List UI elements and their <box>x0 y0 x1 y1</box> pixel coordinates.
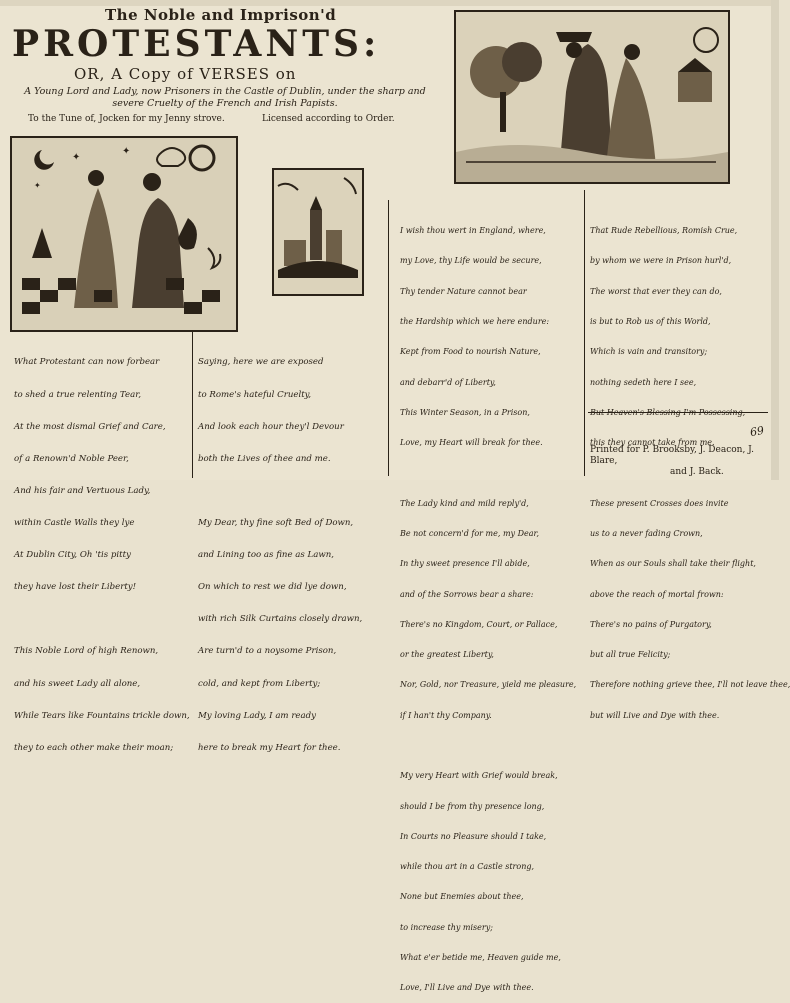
title-main: PROTESTANTS: <box>12 23 381 65</box>
verse-line: My loving Lady, I am ready <box>198 710 316 721</box>
verse-line: This Noble Lord of high Renown, <box>14 646 159 657</box>
woodcut-couple-left <box>10 136 238 332</box>
verse-line: to shed a true relenting Tear, <box>14 389 142 400</box>
verse-line: When as our Souls shall take their flight, <box>590 559 756 569</box>
verse-line: if I han't thy Company. <box>400 710 492 720</box>
woodcut-castle-art <box>274 170 362 294</box>
verse-line: Saying, here we are exposed <box>198 357 324 368</box>
imprint-line-2: and J. Back. <box>670 467 724 477</box>
verse-line: These present Crosses does invite <box>590 498 729 508</box>
verse-line: to Rome's hateful Cruelty, <box>198 389 312 400</box>
verse-line: The worst that ever they can do, <box>590 286 722 296</box>
verse-line <box>198 486 362 497</box>
verse-line: That Rude Rebellious, Romish Crue, <box>590 226 738 236</box>
licensed-line: Licensed according to Order. <box>262 114 395 124</box>
verse-line: of a Renown'd Noble Peer, <box>14 453 129 464</box>
verse-line: Be not concern'd for me, my Dear, <box>400 529 539 538</box>
verse-column-2 <box>198 336 362 764</box>
verse-line: they have lost their Liberty! <box>14 582 137 593</box>
verse-line: On which to rest we did lye down, <box>198 582 347 593</box>
woodcut-couple-right-art <box>456 12 728 182</box>
verse-line: In Courts no Pleasure should I take, <box>400 831 547 841</box>
woodcut-castle <box>272 168 364 296</box>
verse-line: This Winter Season, in a Prison, <box>400 407 530 417</box>
verse-line: but all true Felicity; <box>590 650 671 660</box>
verse-line: is but to Rob us of this World, <box>590 317 711 327</box>
verse-line: What Protestant can now forbear <box>14 357 160 368</box>
svg-text:✦: ✦ <box>72 152 81 163</box>
imprint-rule <box>588 412 768 413</box>
verse-line: and debarr'd of Liberty, <box>400 377 496 387</box>
verse-line: While Tears like Fountains trickle down, <box>14 710 190 721</box>
imprint <box>590 445 779 478</box>
verse-line: At the most dismal Grief and Care, <box>14 421 166 432</box>
verse-line: None but Enemies about thee, <box>400 892 524 902</box>
verse-line: within Castle Walls they lye <box>14 517 135 528</box>
verse-line: And look each hour they'l Devour <box>198 421 344 432</box>
verse-line: to increase thy misery; <box>400 922 493 932</box>
verse-line: above the reach of mortal frown: <box>590 589 724 599</box>
verse-line: and his sweet Lady all alone, <box>14 678 141 689</box>
verse-line: here to break my Heart for thee. <box>198 742 341 753</box>
svg-text:✦: ✦ <box>122 146 131 157</box>
verse-line: My Dear, thy fine soft Bed of Down, <box>198 517 354 528</box>
verse-line: Love, I'll Live and Dye with thee. <box>400 983 534 993</box>
verse-line: cold, and kept from Liberty; <box>198 678 321 689</box>
folio-number: 69 <box>748 423 766 440</box>
woodcut-couple-left-art <box>12 138 236 330</box>
verse-line: my Love, thy Life would be secure, <box>400 256 542 266</box>
verse-line: Nor, Gold, nor Treasure, yield me pleasure, <box>400 680 577 690</box>
verse-line: There's no pains of Purgatory, <box>590 619 712 629</box>
verse-column-1 <box>14 336 190 764</box>
verse-line: with rich Silk Curtains closely drawn, <box>198 614 363 625</box>
verse-line: by whom we were in Prison hurl'd, <box>590 256 732 266</box>
verse-line: Thy tender Nature cannot bear <box>400 286 527 296</box>
verse-line: And his fair and Vertuous Lady, <box>14 485 151 496</box>
svg-text:✦: ✦ <box>34 181 41 190</box>
verse-line <box>400 741 576 751</box>
verse-line: while thou art in a Castle strong, <box>400 862 535 872</box>
verse-column-3 <box>400 206 576 1003</box>
woodcut-couple-right <box>454 10 730 184</box>
verse-line: should I be from thy presence long, <box>400 801 545 811</box>
verse-line: Therefore nothing grieve thee, I'll not leave thee, <box>590 680 790 690</box>
tune-line: To the Tune of, Jocken for my Jenny strove. <box>28 114 225 124</box>
verse-line <box>400 468 576 478</box>
verse-line: and of the Sorrows bear a share: <box>400 589 534 599</box>
verse-line: this they cannot take from me. <box>590 438 715 448</box>
verse-line: both the Lives of thee and me. <box>198 453 331 464</box>
imprint-line-1: Printed for P. Brooksby, J. Deacon, J. Blare, <box>590 445 754 466</box>
verse-line: nothing sedeth here I see, <box>590 377 697 387</box>
verse-line: What e'er betide me, Heaven guide me, <box>400 952 561 962</box>
verse-line: or the greatest Liberty, <box>400 650 494 660</box>
subtitle: A Young Lord and Lady, now Prisoners in the Castle of Dublin, under the sharp and severe Cruelty of the French and Irish Papists. <box>24 86 426 109</box>
verse-line: My very Heart with Grief would break, <box>400 771 558 781</box>
verse-line: In thy sweet presence I'll abide, <box>400 559 530 569</box>
title-line-3: OR, A Copy of VERSES on <box>74 65 297 83</box>
verse-line: Which is vain and transitory; <box>590 347 708 357</box>
verse-line: Kept from Food to nourish Nature, <box>400 347 541 357</box>
verse-line: At Dublin City, Oh 'tis pitty <box>14 550 131 561</box>
verse-line: but will Live and Dye with thee. <box>590 710 720 720</box>
verse-line: they to each other make their moan; <box>14 742 174 753</box>
verse-line: There's no Kingdom, Court, or Pallace, <box>400 619 558 629</box>
verse-line <box>14 614 190 625</box>
column-divider <box>192 332 193 478</box>
title-line-1: The Noble and Imprison'd <box>105 6 337 24</box>
verse-line: I wish thou wert in England, where, <box>400 226 546 236</box>
verse-line: and Lining too as fine as Lawn, <box>198 550 334 561</box>
column-divider <box>388 200 389 476</box>
verse-line: The Lady kind and mild reply'd, <box>400 498 529 508</box>
verse-line: Love, my Heart will break for thee. <box>400 438 543 448</box>
column-divider <box>584 190 585 476</box>
verse-line: us to a never fading Crown, <box>590 529 703 538</box>
verse-line: Are turn'd to a noysome Prison, <box>198 646 337 657</box>
verse-line: the Hardship which we here endure: <box>400 317 550 327</box>
